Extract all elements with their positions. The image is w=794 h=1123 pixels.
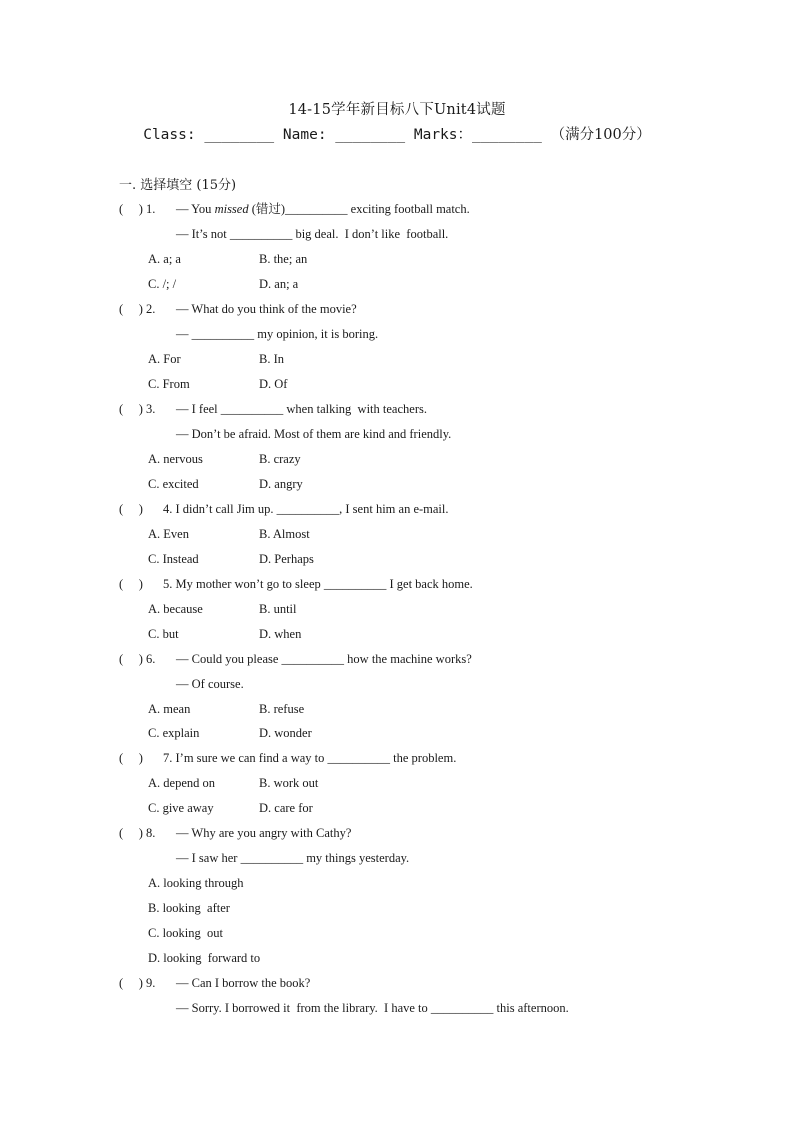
option-a: A. mean: [148, 702, 191, 716]
option-a: A. a; a: [148, 252, 181, 266]
question-text: — I feel __________ when talking with teachers.: [176, 402, 427, 416]
section-title: 一. 选择填空 (15分): [119, 178, 237, 193]
answer-paren: ( ): [119, 826, 143, 840]
option-d: D. wonder: [259, 726, 312, 740]
question-text: — Could you please __________ how the machine works?: [176, 652, 472, 666]
option-a: A. depend on: [148, 776, 215, 790]
option-c: C. /; /: [148, 277, 177, 291]
option-a: A. Even: [148, 527, 189, 541]
question-number: 8.: [146, 826, 156, 840]
option-c: C. Instead: [148, 552, 199, 566]
option-b: B. looking after: [148, 901, 230, 915]
student-info-line: [0, 123, 794, 144]
page-title: 14-15学年新目标八下Unit4试题: [288, 102, 506, 118]
answer-paren: ( ): [119, 302, 143, 316]
question-reply: — Of course.: [176, 677, 244, 691]
question-text: 4. I didn’t call Jim up. __________, I sent him an e-mail.: [163, 502, 449, 516]
full-score: （满分100分）: [550, 127, 651, 143]
question-number: 1.: [146, 202, 156, 216]
option-a: A. because: [148, 602, 203, 616]
option-b: B. until: [259, 602, 297, 616]
answer-paren: ( ): [119, 652, 143, 666]
option-d: D. looking forward to: [148, 951, 261, 965]
question-text: 7. I’m sure we can find a way to __________ the problem.: [163, 751, 457, 765]
class-label: Class: ________: [143, 127, 283, 143]
option-c: C. looking out: [148, 926, 224, 940]
option-a: A. nervous: [148, 452, 203, 466]
option-d: D. an; a: [259, 277, 299, 291]
option-d: D. when: [259, 627, 302, 641]
question-text: — You missed (错过)__________ exciting football match.: [176, 202, 470, 216]
question-reply: — It’s not __________ big deal. I don’t like football.: [176, 227, 449, 241]
question-reply: — __________ my opinion, it is boring.: [176, 327, 379, 341]
option-a: A. looking through: [148, 876, 244, 890]
question-number: 6.: [146, 652, 156, 666]
question-text: — Can I borrow the book?: [176, 976, 311, 990]
option-c: C. From: [148, 377, 190, 391]
option-a: A. For: [148, 352, 181, 366]
question-number: 9.: [146, 976, 156, 990]
question-reply: — Sorry. I borrowed it from the library. I have to __________ this afternoon.: [176, 1001, 569, 1015]
option-c: C. explain: [148, 726, 200, 740]
question-text: — What do you think of the movie?: [176, 302, 357, 316]
option-b: B. Almost: [259, 527, 310, 541]
question-number: 3.: [146, 402, 156, 416]
option-c: C. give away: [148, 801, 214, 815]
marks-label: Marks：________: [413, 127, 551, 143]
question-reply: — I saw her __________ my things yesterday.: [176, 851, 410, 865]
answer-paren: ( ): [119, 502, 143, 516]
option-b: B. work out: [259, 776, 319, 790]
answer-paren: ( ): [119, 976, 143, 990]
option-d: D. angry: [259, 477, 303, 491]
question-text: 5. My mother won’t go to sleep __________ I get back home.: [163, 577, 473, 591]
option-b: B. refuse: [259, 702, 305, 716]
option-b: B. In: [259, 352, 284, 366]
emphasis-word: missed: [214, 202, 249, 216]
question-number: 2.: [146, 302, 156, 316]
answer-paren: ( ): [119, 577, 143, 591]
question-reply: — Don’t be afraid. Most of them are kind and friendly.: [176, 427, 452, 441]
option-b: B. the; an: [259, 252, 308, 266]
option-d: D. care for: [259, 801, 313, 815]
option-b: B. crazy: [259, 452, 301, 466]
question-text: — Why are you angry with Cathy?: [176, 826, 352, 840]
option-c: C. but: [148, 627, 179, 641]
answer-paren: ( ): [119, 202, 143, 216]
name-label: Name: ________: [282, 127, 414, 143]
option-c: C. excited: [148, 477, 199, 491]
option-d: D. Perhaps: [259, 552, 314, 566]
answer-paren: ( ): [119, 402, 143, 416]
answer-paren: ( ): [119, 751, 143, 765]
option-d: D. Of: [259, 377, 288, 391]
